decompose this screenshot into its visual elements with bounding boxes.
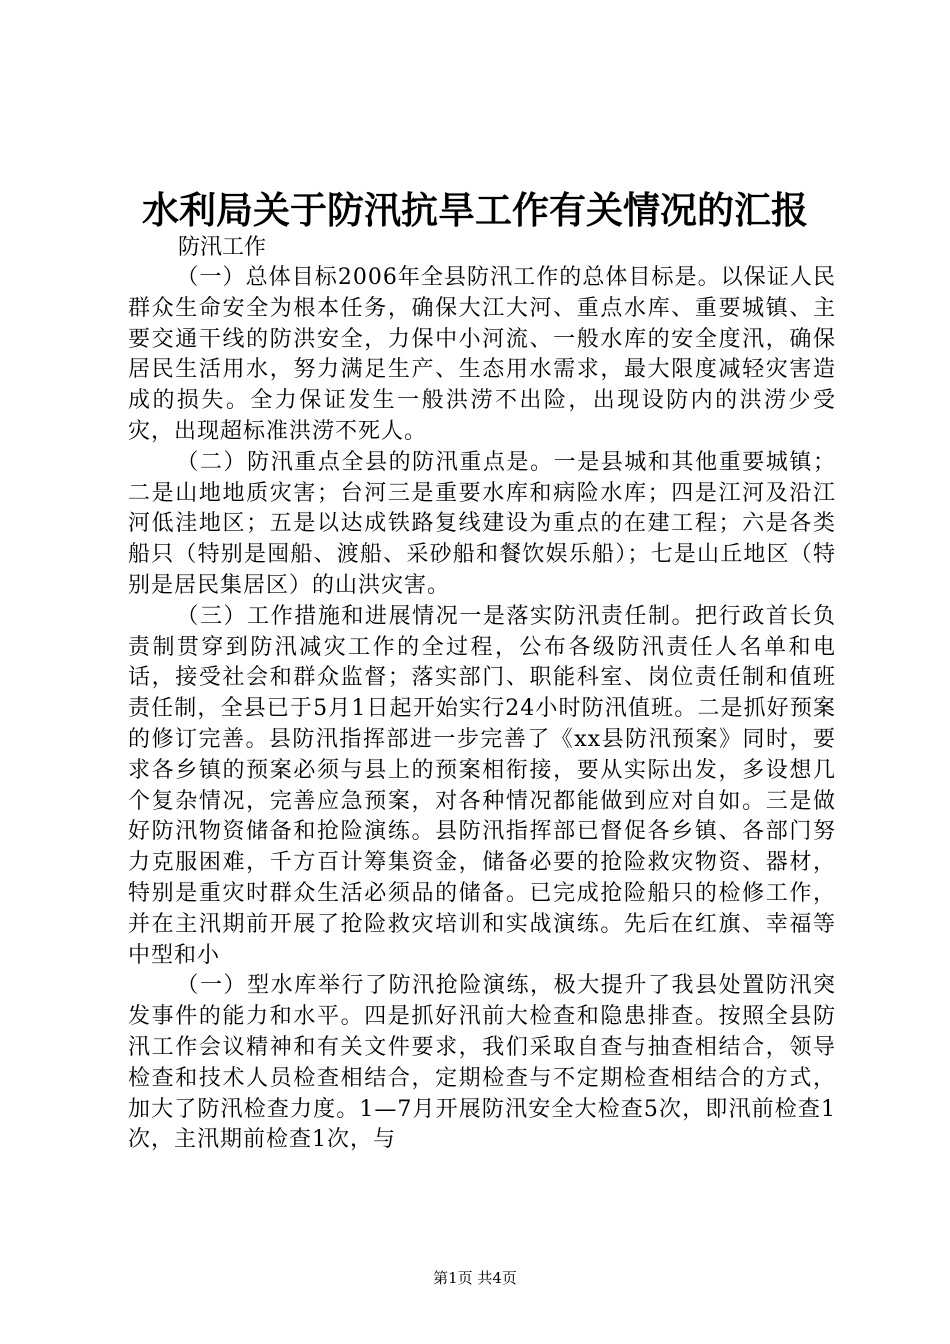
section-heading: 防汛工作 — [178, 235, 267, 260]
document-body — [128, 263, 836, 1156]
paragraph: （二）防汛重点全县的防汛重点是。一是县城和其他重要城镇；二是山地地质灾害；台河三是重要水库和病险水库；四是江河及沿江河低洼地区；五是以达成铁路复线建设为重点的在建工程；六是各类船只（特别是囤船、渡船、采砂船和餐饮娱乐船）；七是山丘地区（特别是居民集居区）的山洪灾害。 — [128, 449, 836, 598]
paragraph: （一）型水库举行了防汛抢险演练，极大提升了我县处置防汛突发事件的能力和水平。四是抓好汛前大检查和隐患排查。按照全县防汛工作会议精神和有关文件要求，我们采取自查与抽查相结合，领导检查和技术人员检查相结合，定期检查与不定期检查相结合的方式，加大了防汛检查力度。1—7月开展防汛安全大检查5次，即汛前检查1次，主汛期前检查1次，与 — [128, 973, 836, 1153]
document-title: 水利局关于防汛抗旱工作有关情况的汇报 — [142, 188, 808, 232]
paragraph: （三）工作措施和进展情况一是落实防汛责任制。把行政首长负责制贯穿到防汛减灾工作的全过程，公布各级防汛责任人名单和电话，接受社会和群众监督；落实部门、职能科室、岗位责任制和值班责任制，全县已于5月1日起开始实行24小时防汛值班。二是抓好预案的修订完善。县防汛指挥部进一步完善了《xx县防汛预案》同时，要求各乡镇的预案必须与县上的预案相衔接，要从实际出发，多设想几个复杂情况，完善应急预案，对各种情况都能做到应对自如。三是做好防汛物资储备和抢险演练。县防汛指挥部已督促各乡镇、各部门努力克服困难，千方百计筹集资金，储备必要的抢险救灾物资、器材，特别是重灾时群众生活必须品的储备。已完成抢险船只的检修工作，并在主汛期前开展了抢险救灾培训和实战演练。先后在红旗、幸福等中型和小 — [128, 603, 836, 968]
page-footer: 第1页 共4页 — [433, 1269, 517, 1287]
paragraph: （一）总体目标2006年全县防汛工作的总体目标是。以保证人民群众生命安全为根本任务，确保大江大河、重点水库、重要城镇、主要交通干线的防洪安全，力保中小河流、一般水库的安全度汛，确保居民生活用水，努力满足生产、生态用水需求，最大限度减轻灾害造成的损失。全力保证发生一般洪涝不出险，出现设防内的洪涝少受灾，出现超标准洪涝不死人。 — [128, 265, 836, 444]
